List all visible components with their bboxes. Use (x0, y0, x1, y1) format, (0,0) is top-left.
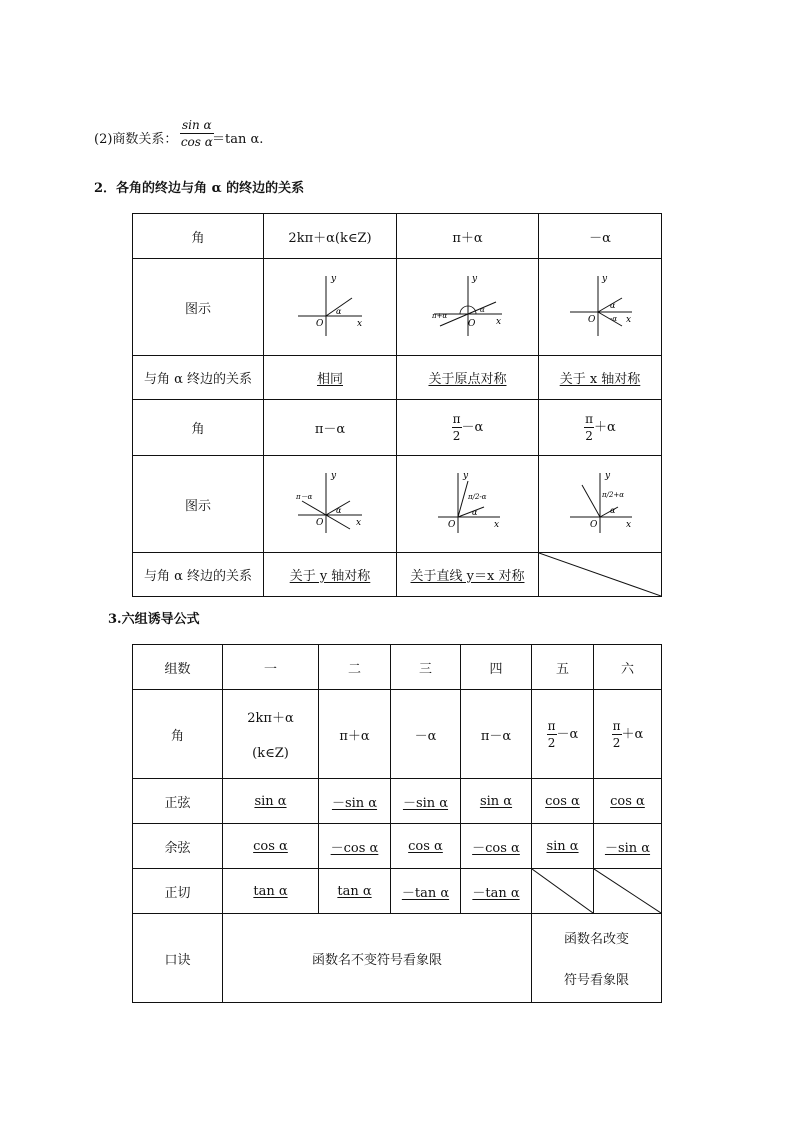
empty-diagonal-cell (539, 553, 662, 597)
row-label-relation: 与角 α 终边的关系 (133, 356, 264, 400)
relation-same: 相同 (316, 372, 343, 387)
cos-value-4: －cos α (472, 840, 520, 856)
induction-formula-table (132, 644, 662, 1003)
header-5: 五 (532, 645, 594, 690)
row-label-figure: 图示 (133, 259, 264, 356)
row-label-cos: 余弦 (133, 824, 223, 869)
origin-label: O (588, 315, 596, 325)
sin-value-2: －sin α (331, 795, 378, 811)
angle-pi-minus-alpha: π－α (264, 400, 397, 456)
header-2: 二 (319, 645, 391, 690)
header-group: 组数 (133, 645, 223, 690)
angle-group-6: $\frac{\pi}{2}$ ＋α (594, 690, 662, 779)
header-3: 三 (391, 645, 461, 690)
tan-value-1: tan α (253, 883, 288, 899)
figure-cell (397, 456, 539, 553)
alpha-label: α (336, 506, 342, 515)
unit-circle-figure-half-pi-plus (560, 467, 640, 537)
mnemonic-unchanged: 函数名不变符号看象限 (223, 914, 532, 1003)
origin-label: O (316, 518, 324, 528)
tan-value-2: tan α (337, 883, 372, 899)
angle-2kpi-plus-alpha: 2kπ＋α(k∈Z) (264, 214, 397, 259)
minus-alpha-label: -α (610, 315, 618, 323)
sin-value-5: cos α (545, 793, 580, 809)
angle-group-5: $\frac{\pi}{2}$ －α (532, 690, 594, 779)
origin-label: O (590, 520, 598, 530)
figure-cell (539, 259, 662, 356)
diagonal-line (594, 869, 661, 913)
row-label-angle: 角 (133, 400, 264, 456)
header-1: 一 (223, 645, 319, 690)
origin-label: O (447, 520, 455, 530)
alpha-label: α (479, 306, 485, 314)
tan-value-4: －tan α (472, 885, 520, 901)
unit-circle-figure-yx-symmetry (428, 467, 508, 537)
terminal-side-table (132, 213, 662, 597)
sin-over-cos-fraction (180, 119, 214, 148)
row-label-sin: 正弦 (133, 779, 223, 824)
intro-result: ＝tan α. (212, 132, 264, 147)
row-label-mnemonic: 口诀 (133, 914, 223, 1003)
unit-circle-figure-origin-symmetry (428, 270, 508, 340)
angle-pi-plus-alpha: π＋α (397, 214, 539, 259)
empty-diagonal-cell (532, 869, 594, 914)
unit-circle-figure-y-symmetry (290, 467, 370, 537)
figure-cell (264, 259, 397, 356)
row-label-angle: 角 (133, 214, 264, 259)
axis-y-label: y (331, 274, 337, 284)
angle-group-1: 2kπ＋α (k∈Z) (223, 690, 319, 779)
half-pi-fraction: $\frac{\pi}{2}$ (612, 718, 621, 750)
half-pi-fraction: $\frac{\pi}{2}$ (585, 412, 594, 443)
axis-x-label: x (626, 520, 632, 530)
mnemonic-changed: 函数名改变 符号看象限 (532, 914, 662, 1003)
half-pi-plus-alpha-label: π/2+α (602, 491, 625, 499)
fraction-denominator: cos α (180, 135, 213, 149)
relation-origin-symmetric: 关于原点对称 (428, 372, 507, 387)
section2-title: 2．各角的终边与角 α 的终边的关系 (94, 181, 305, 196)
empty-diagonal-cell (594, 869, 662, 914)
origin-label: O (467, 319, 475, 329)
half-pi-fraction: $\frac{\pi}{2}$ (452, 412, 461, 443)
diagonal-line (532, 869, 593, 913)
pi-plus-alpha-label: π+α (431, 312, 447, 320)
figure-cell (397, 259, 539, 356)
half-pi-minus-alpha-label: π/2-α (467, 493, 487, 501)
row-label-relation: 与角 α 终边的关系 (133, 553, 264, 597)
section3-title: 3.六组诱导公式 (108, 612, 200, 627)
figure-cell (264, 456, 397, 553)
relation-y-axis-symmetric: 关于 y 轴对称 (289, 569, 371, 584)
angle-half-pi-plus-alpha: $\frac{\pi}{2}$ ＋α (539, 400, 662, 456)
sin-value-4: sin α (479, 793, 513, 809)
angle-minus-alpha: －α (539, 214, 662, 259)
alpha-label: α (471, 508, 477, 517)
alpha-label: α (610, 301, 616, 310)
alpha-label: α (610, 506, 616, 515)
axis-x-label: x (626, 315, 632, 325)
angle-group-3: －α (391, 690, 461, 779)
axis-x-label: x (495, 317, 501, 327)
axis-y-label: y (471, 274, 477, 284)
diagonal-line (539, 553, 661, 596)
sin-value-1: sin α (254, 793, 287, 809)
alpha-label: α (336, 307, 342, 316)
cos-value-6: －sin α (604, 840, 651, 856)
axis-y-label: y (602, 274, 608, 284)
axis-y-label: y (462, 471, 468, 481)
row-label-tan: 正切 (133, 869, 223, 914)
row-label-figure: 图示 (133, 456, 264, 553)
tan-value-3: －tan α (401, 885, 450, 901)
header-4: 四 (461, 645, 532, 690)
row-label-angle: 角 (133, 690, 223, 779)
pi-minus-alpha-label: π－α (296, 493, 313, 501)
angle-group-2: π＋α (319, 690, 391, 779)
sin-value-6: cos α (610, 793, 645, 809)
unit-circle-figure-same (290, 270, 370, 340)
sin-value-3: －sin α (402, 795, 449, 811)
relation-x-axis-symmetric: 关于 x 轴对称 (559, 372, 641, 387)
axis-x-label: x (493, 520, 499, 530)
figure-cell (539, 456, 662, 553)
fraction-numerator: sin α (182, 118, 212, 132)
axis-x-label: x (356, 518, 362, 528)
relation-line-yx-symmetric: 关于直线 y＝x 对称 (410, 569, 525, 584)
cos-value-2: －cos α (330, 840, 379, 856)
angle-half-pi-minus-alpha: $\frac{\pi}{2}$ －α (397, 400, 539, 456)
cos-value-1: cos α (253, 838, 288, 854)
cos-value-5: sin α (546, 838, 579, 854)
axis-x-label: x (357, 319, 363, 329)
origin-label: O (316, 319, 324, 329)
intro-prefix: (2)商数关系： (94, 132, 178, 147)
angle-group-4: π－α (461, 690, 532, 779)
cos-value-3: cos α (408, 838, 443, 854)
header-6: 六 (594, 645, 662, 690)
axis-y-label: y (605, 471, 611, 481)
unit-circle-figure-x-symmetry (560, 270, 640, 340)
axis-y-label: y (331, 471, 337, 481)
half-pi-fraction: $\frac{\pi}{2}$ (547, 718, 556, 750)
